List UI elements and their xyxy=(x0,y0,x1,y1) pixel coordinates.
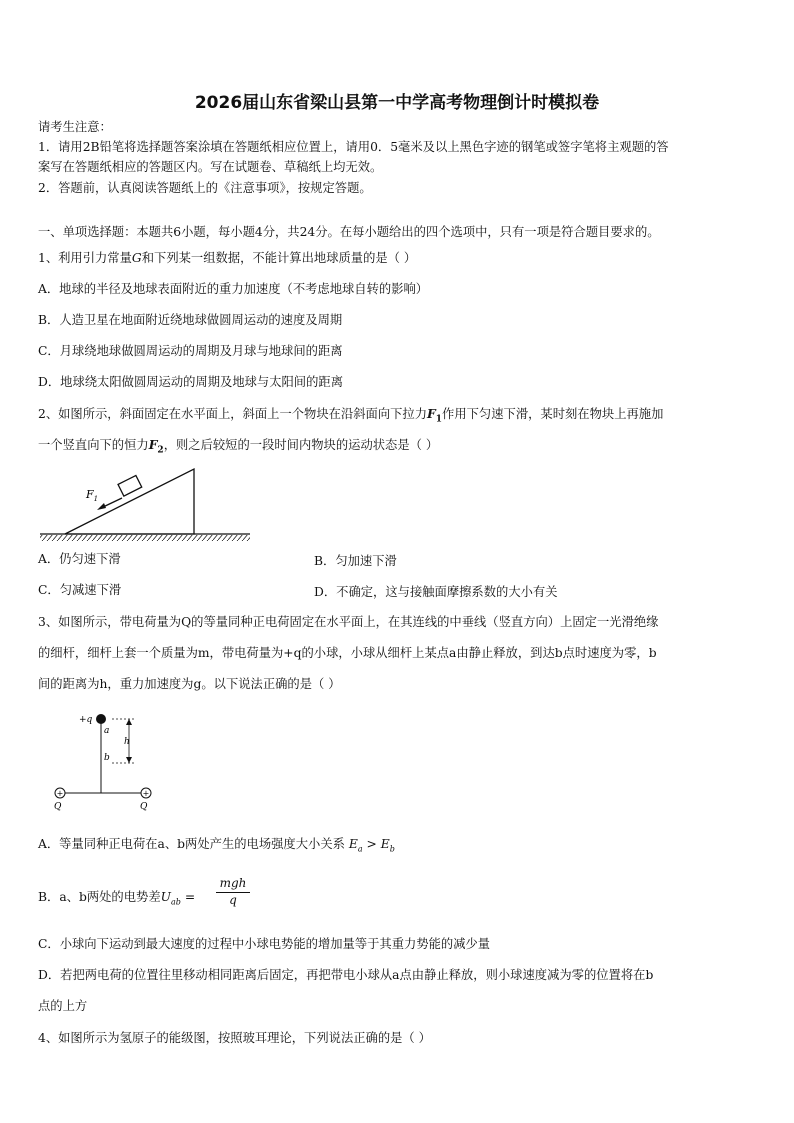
q3-option-c: C．小球向下运动到最大速度的过程中小球电势能的增加量等于其重力势能的减少量 xyxy=(38,937,491,951)
label-point-a: a xyxy=(104,726,110,736)
q2-stem-line2-a: 一个竖直向下的恒力 xyxy=(38,438,149,452)
q2-stem-line1-a: 2、如图所示，斜面固定在水平面上，斜面上一个物块在沿斜面向下拉力 xyxy=(38,407,428,421)
section-heading: 一、单项选择题：本题共6小题，每小题4分，共24分。在每小题给出的四个选项中，只有一项是符合题目要求的。 xyxy=(38,225,660,239)
q3-option-b xyxy=(38,889,195,910)
q2-option-b: B．匀加速下滑 xyxy=(314,554,397,568)
q2-f2-sub: 2 xyxy=(157,445,164,456)
notice-item-1-cont: 案写在答题纸相应的答题区内。写在试题卷、草稿纸上均无效。 xyxy=(38,160,383,174)
q3-stem-line3: 间的距离为h，重力加速度为g。以下说法正确的是（ ） xyxy=(38,677,341,691)
q3-option-d-line2: 点的上方 xyxy=(38,999,88,1013)
q4-stem: 4、如图所示为氢原子的能级图，按照玻耳理论，下列说法正确的是（ ） xyxy=(38,1031,431,1045)
q3-option-a-sub-a: a xyxy=(357,844,363,854)
fraction-denominator: q xyxy=(229,893,237,907)
label-q-right: Q xyxy=(140,802,148,812)
force-f1-label: $F_1$ xyxy=(86,488,99,503)
page-title: 2026届山东省梁山县第一中学高考物理倒计时模拟卷 xyxy=(194,93,600,113)
q1-option-d: D．地球绕太阳做圆周运动的周期及地球与太阳间的距离 xyxy=(38,375,343,389)
q1-stem-a: 1、利用引力常量 xyxy=(38,251,132,265)
ball-plus-q xyxy=(96,714,106,724)
dim-arrow-down xyxy=(126,757,132,763)
q3-option-a-ea: E xyxy=(348,837,358,851)
q3-option-b-sub: ab xyxy=(171,897,181,907)
notice-item-1: 1．请用2B铅笔将选择题答案涂填在答题纸相应位置上，请用0．5毫米及以上黑色字迹的钢笔或签字笔将主观题的答 xyxy=(38,140,669,154)
q2-stem-line2 xyxy=(38,437,438,458)
q3-option-a xyxy=(38,836,395,857)
q3-stem-line1: 3、如图所示，带电荷量为Q的等量同种正电荷固定在水平面上，在其连线的中垂线（竖直方向）上固定一光滑绝缘 xyxy=(38,615,659,629)
notice-heading: 请考生注意： xyxy=(38,120,112,134)
label-h: h xyxy=(124,737,130,747)
q2-stem-line1 xyxy=(38,406,663,427)
q3-stem-line2: 的细杆，细杆上套一个质量为m，带电荷量为+q的小球，小球从细杆上某点a由静止释放，到达b点时速度为零，b xyxy=(38,646,657,660)
ground-hatch xyxy=(40,535,250,541)
q1-option-c: C．月球绕地球做圆周运动的周期及月球与地球间的距离 xyxy=(38,344,343,358)
q3-option-a-text: A．等量同种正电荷在a、b两处产生的电场强度大小关系 xyxy=(38,837,345,851)
charges-figure xyxy=(38,706,178,814)
q3-option-b-text: B．a、b两处的电势差 xyxy=(38,890,161,904)
fraction-numerator: mgh xyxy=(216,876,250,893)
dim-arrow-up xyxy=(126,719,132,725)
q3-option-b-eq: = xyxy=(184,890,196,904)
q2-stem-line2-b: ，则之后较短的一段时间内物块的运动状态是（ ） xyxy=(163,438,439,452)
q3-option-a-sub-b: b xyxy=(389,844,395,854)
block xyxy=(118,475,142,496)
q3-option-b-fraction xyxy=(216,876,250,908)
q2-f1: F xyxy=(427,406,436,421)
label-plus-q: +q xyxy=(79,715,93,725)
q1-stem-g: G xyxy=(131,251,142,265)
q2-option-a: A．仍匀速下滑 xyxy=(38,552,121,566)
q2-f2: F xyxy=(148,437,158,452)
q2-option-d: D．不确定，这与接触面摩擦系数的大小有关 xyxy=(314,585,558,599)
force-f1-arrowhead xyxy=(97,503,106,510)
q1-option-b: B．人造卫星在地面附近绕地球做圆周运动的速度及周期 xyxy=(38,313,343,327)
charge-left-plus: + xyxy=(56,789,64,798)
notice-item-2: 2．答题前，认真阅读答题纸上的《注意事项》，按规定答题。 xyxy=(38,181,372,195)
q3-option-b-u: U xyxy=(160,890,171,904)
q1-stem xyxy=(38,250,416,266)
incline-figure xyxy=(38,462,253,542)
charge-right-plus: + xyxy=(142,789,150,798)
label-q-left: Q xyxy=(54,802,62,812)
q2-f1-sub: 1 xyxy=(435,414,443,425)
q3-option-d-line1: D．若把两电荷的位置往里移动相同距离后固定，再把带电小球从a点由静止释放，则小球速度减为零的位置将在b xyxy=(38,968,654,982)
q1-option-a: A．地球的半径及地球表面附近的重力加速度（不考虑地球自转的影响） xyxy=(38,282,429,296)
q1-stem-b: 和下列某一组数据，不能计算出地球质量的是（ ） xyxy=(141,251,417,265)
q2-option-c: C．匀减速下滑 xyxy=(38,583,122,597)
q3-option-a-gt-eb: > E xyxy=(362,837,390,851)
q2-stem-line1-b: 作用下匀速下滑，某时刻在物块上再施加 xyxy=(442,407,664,421)
label-point-b: b xyxy=(104,753,110,763)
